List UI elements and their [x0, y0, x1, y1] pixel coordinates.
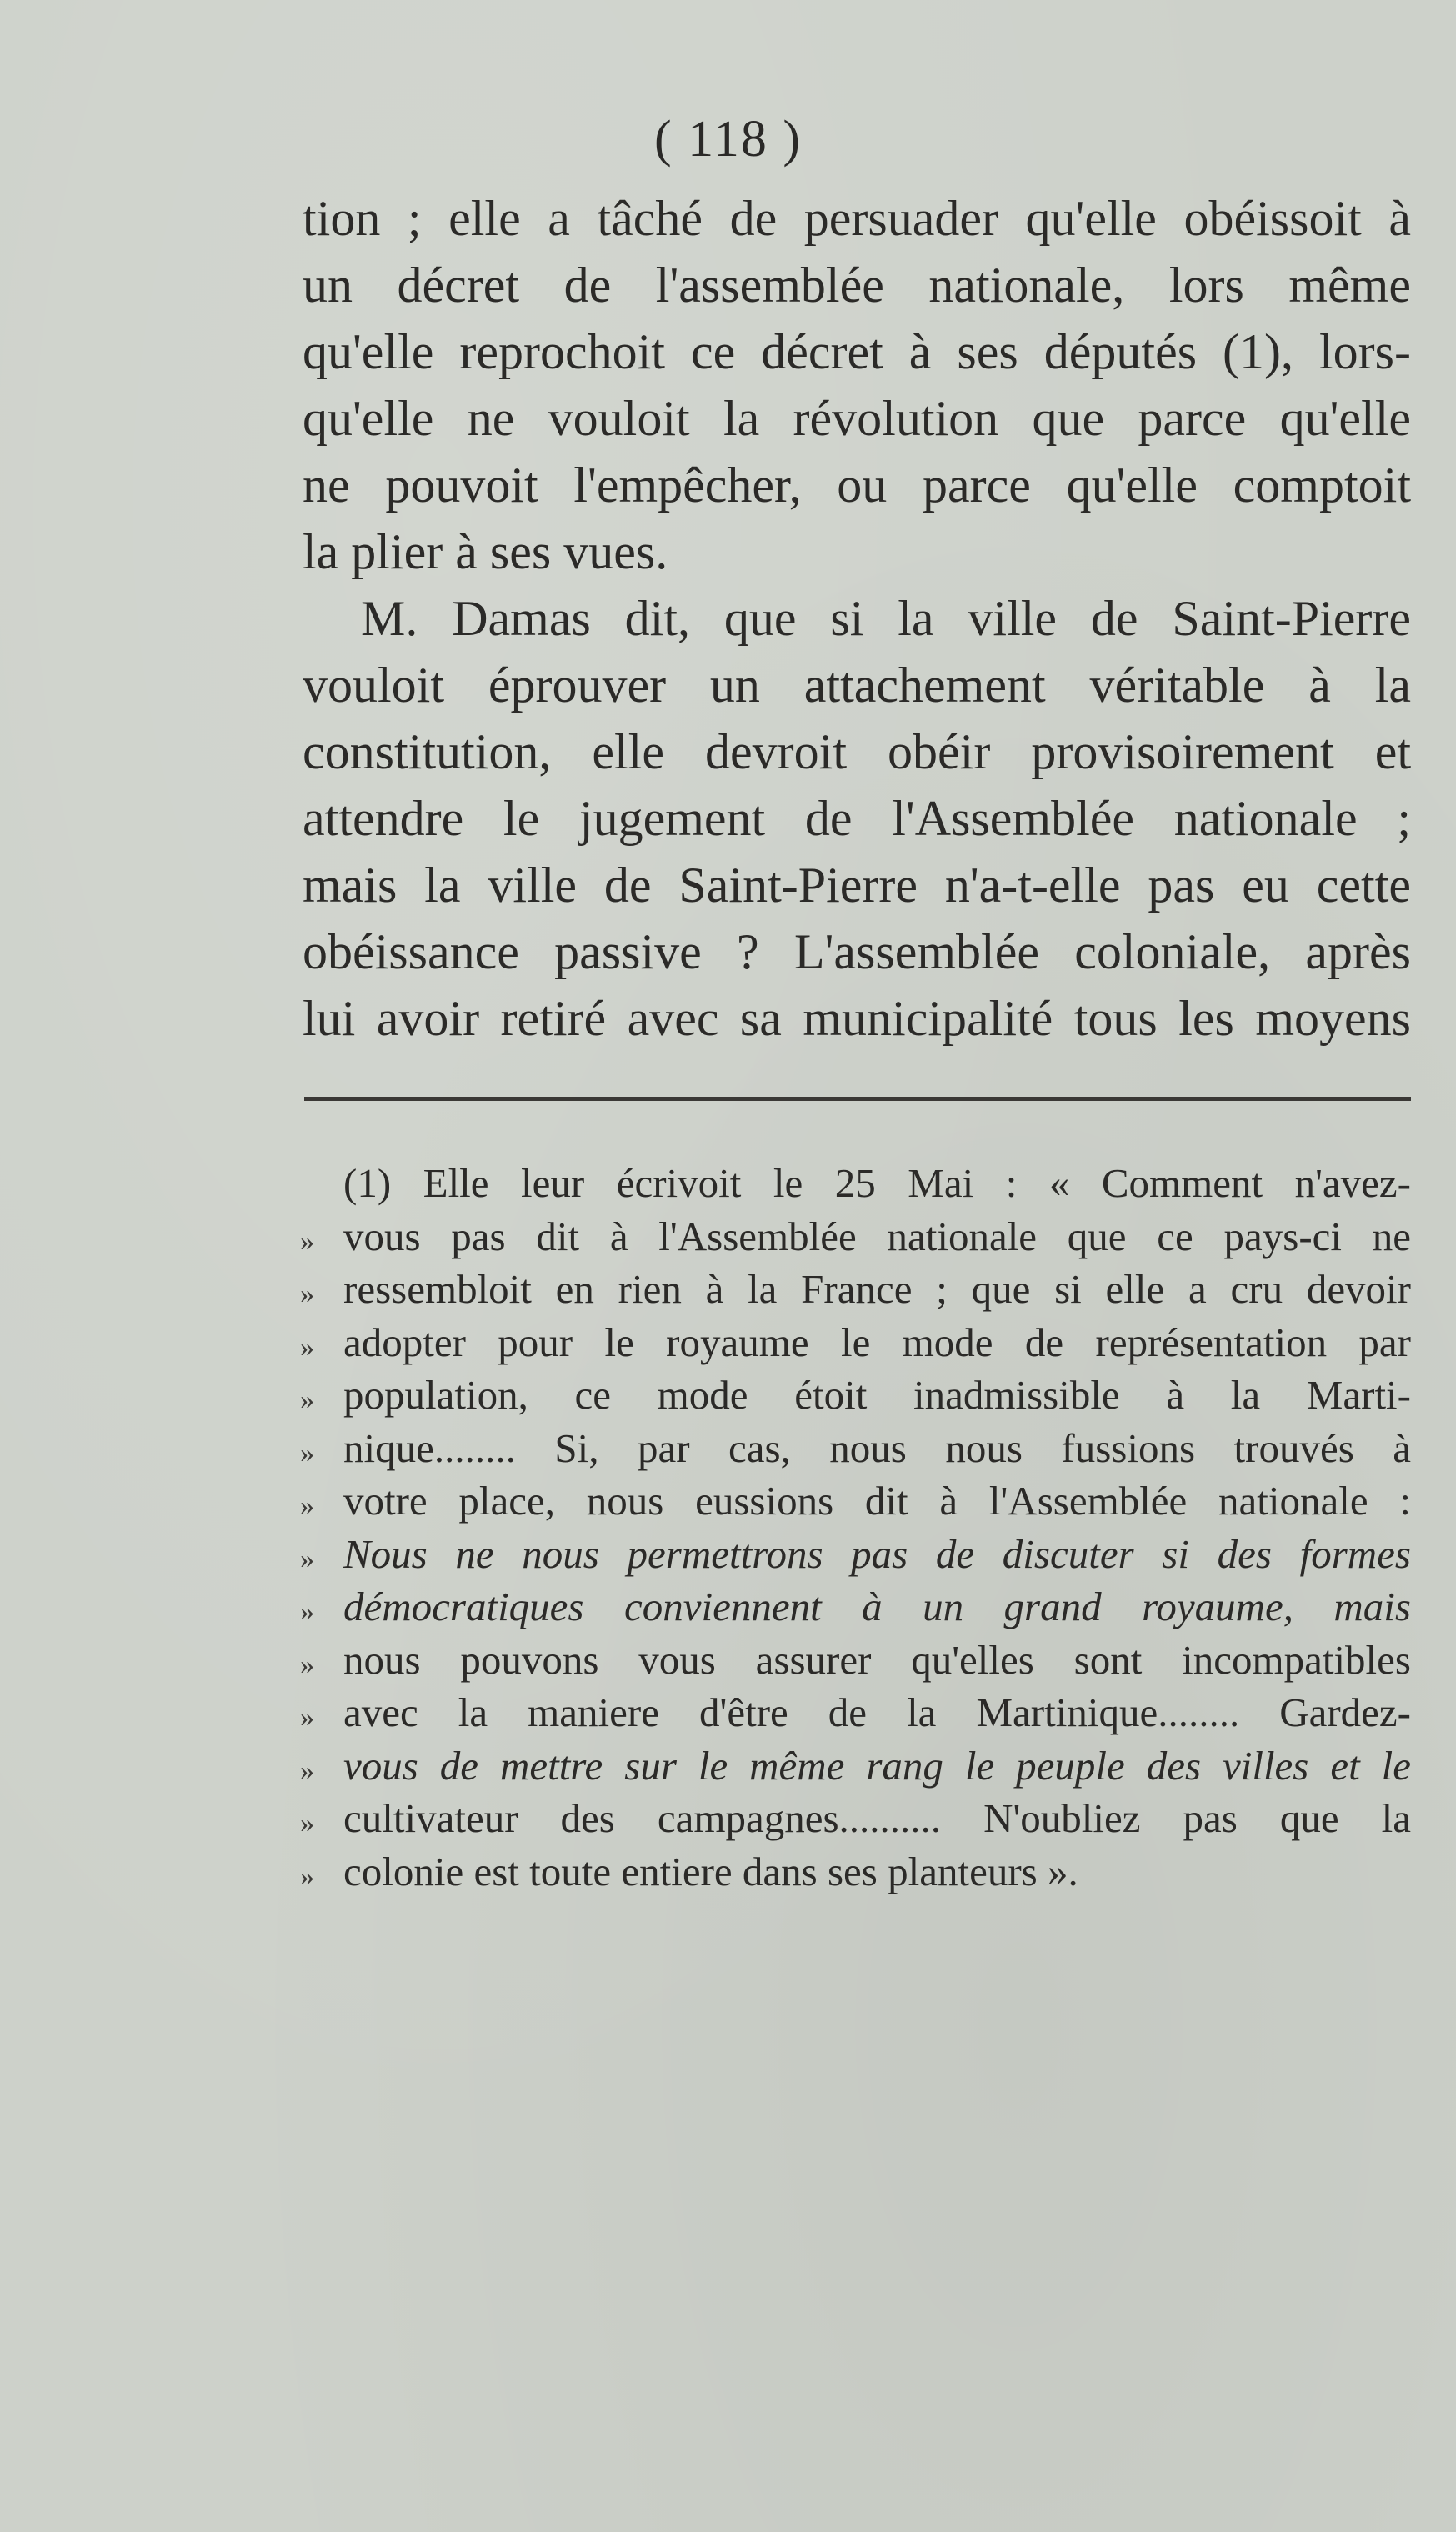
text-line: ne pouvoit l'empêcher, ou parce qu'elle comptoit: [303, 458, 1411, 513]
footnote-text-italic: Nous ne nous permettrons pas de discuter si des formes: [343, 1530, 1411, 1577]
text-line: un décret de l'assemblée nationale, lors même: [303, 258, 1411, 313]
footnote-line: [300, 1686, 1411, 1739]
text-line: qu'elle reprochoit ce décret à ses députés (1), lors-: [303, 324, 1411, 379]
text-line: tion ; elle a tâché de persuader qu'elle obéissoit à: [303, 191, 1411, 246]
quote-mark: »: [300, 1225, 314, 1257]
text-line: attendre le jugement de l'Assemblée nationale ;: [303, 791, 1411, 846]
footnote-line: [300, 1739, 1411, 1793]
quote-mark: »: [300, 1596, 314, 1627]
footnote-text: avec la maniere d'être de la Martinique........ Gardez-: [343, 1689, 1411, 1735]
quote-mark: »: [300, 1490, 314, 1521]
page-number: ( 118 ): [654, 111, 802, 168]
footnote-line: [300, 1792, 1411, 1845]
footnote-text-italic: démocratiques conviennent à un grand royaume, mais: [343, 1584, 1411, 1629]
footnote-rule: [304, 1097, 1411, 1101]
quote-mark: »: [300, 1860, 314, 1892]
footnote-line: [300, 1580, 1411, 1634]
footnote-text: nique........ Si, par cas, nous nous fussions trouvés à: [343, 1424, 1411, 1471]
footnote-block: [300, 1157, 1411, 1898]
footnote-text: (1) Elle leur écrivoit le 25 Mai : « Comment n'avez-: [343, 1160, 1411, 1206]
quote-mark: »: [300, 1649, 314, 1680]
text-line: constitution, elle devroit obéir provisoirement et: [303, 724, 1411, 779]
footnote-text: cultivateur des campagnes.......... N'oubliez pas que la: [343, 1795, 1411, 1841]
text-line: lui avoir retiré avec sa municipalité tous les moyens: [303, 991, 1411, 1046]
text-line: obéissance passive ? L'assemblée coloniale, après: [303, 924, 1411, 979]
footnote-text: votre place, nous eussions dit à l'Assemblée nationale :: [343, 1478, 1411, 1524]
footnote-line: [300, 1210, 1411, 1263]
footnote-line: [300, 1845, 1411, 1899]
quote-mark: »: [300, 1702, 314, 1733]
footnote-text: colonie est toute entiere dans ses planteurs ».: [343, 1848, 1078, 1894]
footnote-line: [300, 1369, 1411, 1422]
text-line: mais la ville de Saint-Pierre n'a-t-elle pas eu cette: [303, 858, 1411, 913]
footnote-line: [300, 1528, 1411, 1581]
quote-mark: »: [300, 1543, 314, 1574]
quote-mark: »: [300, 1808, 314, 1839]
main-text-block: [303, 185, 1411, 1052]
footnote-line: [300, 1474, 1411, 1528]
text-line: qu'elle ne vouloit la révolution que parce qu'elle: [303, 391, 1411, 446]
footnote-text-italic: vous de mettre sur le même rang le peuple des villes et le: [343, 1742, 1411, 1789]
footnote-text: nous pouvons vous assurer qu'elles sont incompatibles: [343, 1636, 1411, 1683]
footnote-line: [300, 1422, 1411, 1475]
footnote-line: [300, 1157, 1411, 1210]
quote-mark: »: [300, 1384, 314, 1415]
quote-mark: »: [300, 1279, 314, 1309]
footnote-text: vous pas dit à l'Assemblée nationale que ce pays-ci ne: [343, 1213, 1411, 1259]
quote-mark: »: [300, 1437, 314, 1469]
text-line: vouloit éprouver un attachement véritable à la: [303, 658, 1411, 713]
footnote-line: [300, 1316, 1411, 1369]
footnote-line: [300, 1263, 1411, 1316]
text-line: la plier à ses vues.: [303, 524, 668, 579]
text-line: M. Damas dit, que si la ville de Saint-Pierre: [361, 591, 1411, 646]
quote-mark: »: [300, 1331, 314, 1363]
footnote-text: population, ce mode étoit inadmissible à la Marti-: [343, 1372, 1411, 1418]
footnote-line: [300, 1634, 1411, 1687]
footnote-text: adopter pour le royaume le mode de représentation par: [343, 1319, 1411, 1365]
quote-mark: »: [300, 1754, 314, 1786]
footnote-text: ressembloit en rien à la France ; que si elle a cru devoir: [343, 1266, 1411, 1312]
